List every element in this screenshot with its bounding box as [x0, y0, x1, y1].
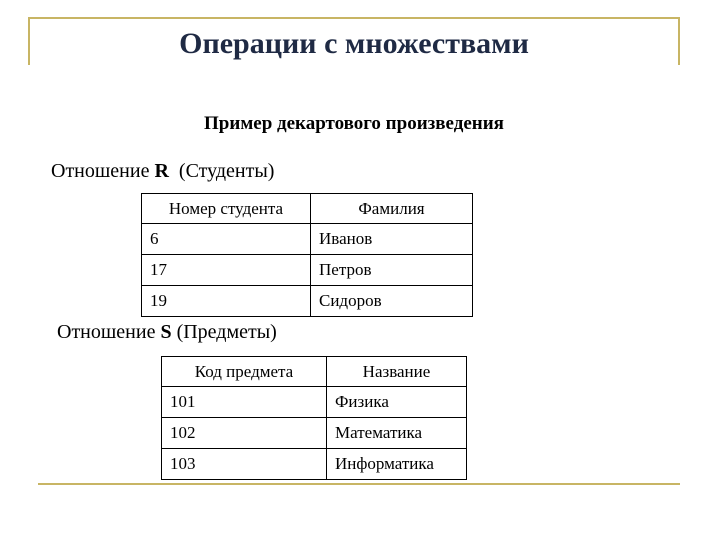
table-cell: Сидоров [311, 286, 473, 317]
table-row [142, 255, 473, 286]
relation-r-name: R [154, 160, 169, 182]
relation-r-suffix: (Студенты) [168, 160, 275, 182]
table-cell: 102 [162, 418, 327, 449]
relation-s-table [161, 356, 467, 480]
table-cell: 19 [142, 286, 311, 317]
relation-r-prefix: Отношение [51, 160, 155, 182]
column-header: Номер студента [142, 194, 311, 224]
slide-title: Операции с множествами [179, 27, 529, 60]
table-cell: Иванов [311, 224, 473, 255]
table-cell: Математика [327, 418, 467, 449]
slide-frame-bottom [38, 483, 680, 485]
column-header: Название [327, 357, 467, 387]
relation-r-table [141, 193, 473, 317]
relation-s-label [57, 321, 277, 344]
table-header-row [142, 194, 473, 224]
table-row [162, 387, 467, 418]
table-row [142, 224, 473, 255]
table-row [162, 449, 467, 480]
slide-frame-top [28, 17, 680, 19]
relation-s-name: S [160, 321, 172, 343]
table-cell: 101 [162, 387, 327, 418]
table-row [142, 286, 473, 317]
table-row [162, 418, 467, 449]
table-cell: 17 [142, 255, 311, 286]
table-header-row [162, 357, 467, 387]
table-cell: Информатика [327, 449, 467, 480]
relation-r-label [51, 160, 274, 183]
slide-subtitle: Пример декартового произведения [204, 113, 504, 134]
column-header: Фамилия [311, 194, 473, 224]
table-cell: Физика [327, 387, 467, 418]
table-cell: 103 [162, 449, 327, 480]
table-cell: 6 [142, 224, 311, 255]
table-cell: Петров [311, 255, 473, 286]
relation-s-prefix: Отношение [57, 321, 161, 343]
column-header: Код предмета [162, 357, 327, 387]
relation-s-suffix: (Предметы) [171, 321, 277, 343]
